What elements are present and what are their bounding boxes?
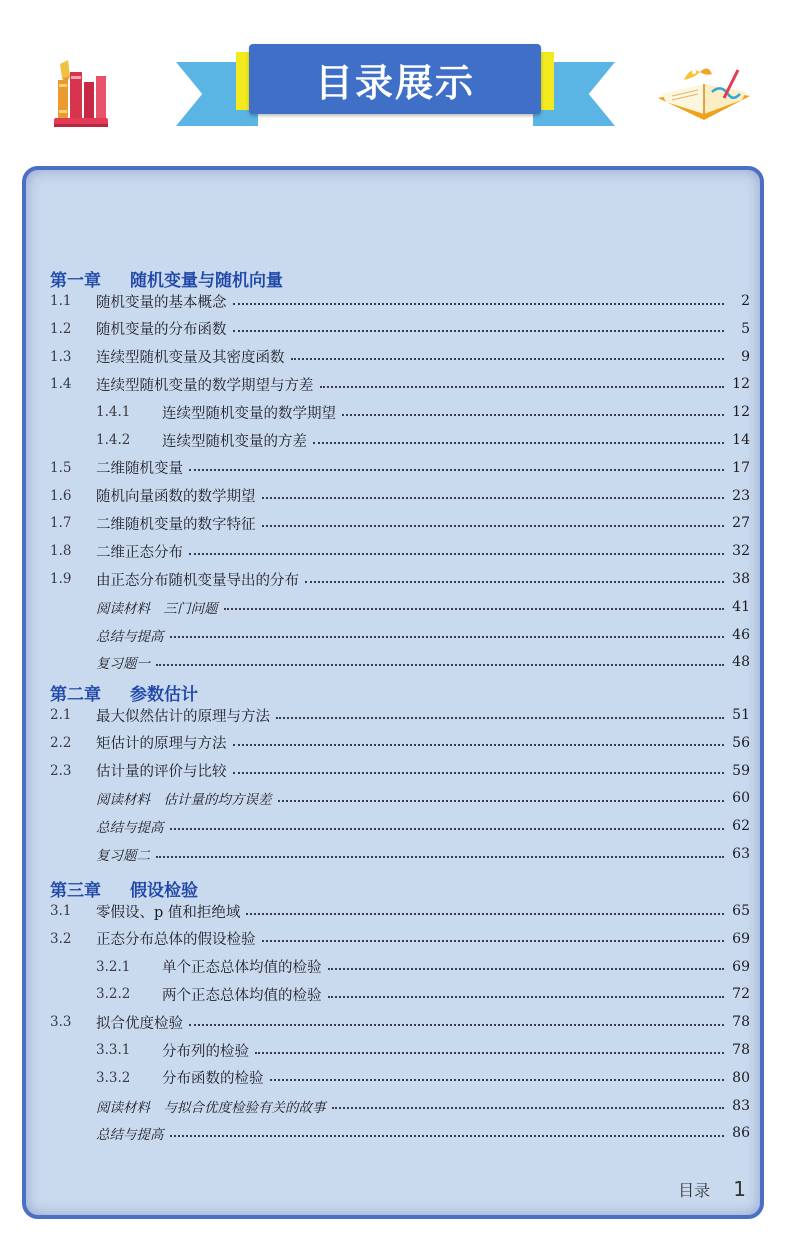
toc-entry[interactable] xyxy=(50,455,750,481)
entry-page-number: 80 xyxy=(732,1069,750,1086)
dot-leader xyxy=(189,468,724,471)
entry-title: 总结与提高 xyxy=(96,1127,164,1144)
chapter-title: 随机变量与随机向量 xyxy=(130,271,283,291)
entry-page-number: 12 xyxy=(732,404,750,421)
dot-leader xyxy=(328,967,725,970)
entry-title: 最大似然估计的原理与方法 xyxy=(96,708,270,725)
entry-number: 3.3 xyxy=(50,1014,72,1031)
entry-page-number: 62 xyxy=(732,818,750,835)
entry-number: 1.9 xyxy=(50,571,72,587)
toc-entry[interactable] xyxy=(50,316,750,342)
toc-entry[interactable] xyxy=(50,538,750,564)
entry-page-number: 9 xyxy=(741,348,750,365)
dot-leader xyxy=(255,1051,724,1054)
entry-number: 3.1 xyxy=(50,903,72,919)
entry-number: 3.3.2 xyxy=(96,1069,131,1086)
entry-page-number: 69 xyxy=(732,958,750,975)
dot-leader xyxy=(262,496,725,499)
entry-page-number: 83 xyxy=(732,1097,750,1114)
entry-page-number: 32 xyxy=(732,543,750,560)
entry-number: 1.8 xyxy=(50,543,72,560)
chapter-number: 第二章 xyxy=(50,685,101,705)
entry-title: 两个正态总体均值的检验 xyxy=(162,987,322,1004)
entry-number: 2.1 xyxy=(50,707,72,723)
entry-title: 分布函数的检验 xyxy=(162,1071,264,1088)
entry-page-number: 48 xyxy=(732,654,750,671)
entry-page-number: 5 xyxy=(741,320,750,337)
dot-leader xyxy=(156,855,724,858)
entry-title: 单个正态总体均值的检验 xyxy=(162,960,322,977)
entry-page-number: 14 xyxy=(732,432,750,448)
entry-number: 3.3.1 xyxy=(96,1042,131,1058)
dot-leader xyxy=(189,1023,724,1026)
chapter-title: 参数估计 xyxy=(130,685,198,705)
entry-page-number: 2 xyxy=(741,293,750,309)
dot-leader xyxy=(224,607,725,610)
toc-panel xyxy=(22,166,764,1219)
toc-entry[interactable] xyxy=(50,1009,750,1035)
entry-title: 拟合优度检验 xyxy=(96,1015,183,1032)
entry-title: 复习题一 xyxy=(96,656,150,673)
dot-leader xyxy=(170,1134,725,1137)
entry-title: 随机向量函数的数学期望 xyxy=(96,489,256,506)
entry-page-number: 59 xyxy=(732,762,750,779)
page-footer xyxy=(678,1177,746,1201)
open-book-icon xyxy=(654,58,754,128)
toc-entry[interactable] xyxy=(50,371,750,397)
table-of-contents xyxy=(26,170,760,1215)
toc-entry[interactable] xyxy=(50,344,750,370)
entry-number: 1.4.1 xyxy=(96,404,131,421)
entry-number: 1.5 xyxy=(50,459,72,476)
title-banner xyxy=(249,44,541,114)
entry-page-number: 12 xyxy=(732,376,750,393)
entry-number: 3.2.1 xyxy=(96,958,131,975)
entry-title: 矩估计的原理与方法 xyxy=(96,736,227,753)
toc-entry[interactable] xyxy=(50,510,750,536)
entry-title: 连续型随机变量的数学期望 xyxy=(162,405,336,422)
entry-title: 连续型随机变量的方差 xyxy=(162,433,307,450)
dot-leader xyxy=(332,1106,725,1109)
toc-entry[interactable] xyxy=(96,594,750,620)
entry-title: 阅读材料 估计量的均方误差 xyxy=(96,792,272,809)
entry-page-number: 72 xyxy=(732,986,750,1003)
dot-leader xyxy=(305,580,724,583)
entry-number: 2.2 xyxy=(50,734,72,751)
entry-page-number: 41 xyxy=(732,598,750,615)
page-title: 目录展示 xyxy=(314,60,475,105)
entry-title: 总结与提高 xyxy=(96,820,164,837)
dot-leader xyxy=(189,552,724,555)
entry-page-number: 46 xyxy=(732,626,750,643)
footer-page-number: 1 xyxy=(733,1177,746,1201)
entry-page-number: 17 xyxy=(732,459,750,476)
entry-page-number: 23 xyxy=(732,487,750,504)
entry-page-number: 78 xyxy=(732,1042,750,1058)
entry-page-number: 69 xyxy=(732,930,750,947)
entry-number: 3.2 xyxy=(50,930,72,947)
dot-leader xyxy=(246,912,724,915)
dot-leader xyxy=(233,329,725,332)
entry-number: 1.2 xyxy=(50,320,72,337)
footer-label: 目录 xyxy=(678,1181,711,1200)
toc-entry[interactable] xyxy=(50,702,750,728)
entry-title: 二维随机变量 xyxy=(96,461,183,478)
toc-entry[interactable] xyxy=(50,288,750,314)
entry-page-number: 78 xyxy=(732,1014,750,1031)
entry-number: 1.3 xyxy=(50,348,72,365)
entry-number: 3.2.2 xyxy=(96,986,131,1003)
toc-entry[interactable] xyxy=(96,1065,750,1091)
entry-page-number: 60 xyxy=(732,790,750,807)
entry-title: 随机变量的分布函数 xyxy=(96,322,227,339)
toc-entry[interactable] xyxy=(50,758,750,784)
header-banner xyxy=(0,0,790,150)
entry-title: 二维正态分布 xyxy=(96,544,183,561)
toc-entry[interactable] xyxy=(50,898,750,924)
entry-number: 2.3 xyxy=(50,762,72,779)
dot-leader xyxy=(156,663,724,666)
entry-title: 二维随机变量的数字特征 xyxy=(96,516,256,533)
dot-leader xyxy=(233,743,725,746)
dot-leader xyxy=(276,716,724,719)
chapter-number: 第一章 xyxy=(50,271,101,291)
toc-entry[interactable] xyxy=(96,981,750,1007)
dot-leader xyxy=(291,357,725,360)
entry-number: 1.4.2 xyxy=(96,432,131,448)
entry-page-number: 63 xyxy=(732,846,750,862)
entry-title: 分布列的检验 xyxy=(162,1043,249,1060)
toc-entry[interactable] xyxy=(96,427,750,453)
entry-title: 零假设、p 值和拒绝域 xyxy=(96,904,241,921)
dot-leader xyxy=(233,771,725,774)
toc-entry[interactable] xyxy=(96,954,750,980)
toc-entry[interactable] xyxy=(96,1120,750,1146)
toc-entry[interactable] xyxy=(96,841,750,867)
entry-title: 连续型随机变量及其密度函数 xyxy=(96,350,285,367)
books-icon xyxy=(50,58,112,130)
entry-title: 总结与提高 xyxy=(96,628,164,645)
dot-leader xyxy=(313,441,724,444)
entry-title: 阅读材料 与拟合优度检验有关的故事 xyxy=(96,1099,326,1116)
toc-entry[interactable] xyxy=(96,649,750,675)
entry-number: 1.7 xyxy=(50,515,72,532)
toc-entry[interactable] xyxy=(96,1093,750,1119)
toc-entry[interactable] xyxy=(96,813,750,839)
dot-leader xyxy=(233,302,725,305)
toc-entry[interactable] xyxy=(50,926,750,952)
toc-entry[interactable] xyxy=(96,785,750,811)
dot-leader xyxy=(270,1078,725,1081)
entry-title: 连续型随机变量的数学期望与方差 xyxy=(96,377,314,394)
toc-entry[interactable] xyxy=(96,622,750,648)
entry-title: 由正态分布随机变量导出的分布 xyxy=(96,572,299,589)
entry-number: 1.4 xyxy=(50,376,72,393)
entry-page-number: 56 xyxy=(732,734,750,751)
entry-title: 估计量的评价与比较 xyxy=(96,764,227,781)
dot-leader xyxy=(262,524,725,527)
dot-leader xyxy=(278,799,725,802)
toc-entry[interactable] xyxy=(96,1037,750,1063)
chapter-title: 假设检验 xyxy=(130,881,198,901)
entry-page-number: 38 xyxy=(732,571,750,587)
dot-leader xyxy=(328,995,725,998)
entry-page-number: 27 xyxy=(732,515,750,532)
toc-entry[interactable] xyxy=(50,483,750,509)
entry-title: 正态分布总体的假设检验 xyxy=(96,932,256,949)
entry-number: 1.6 xyxy=(50,487,72,504)
entry-title: 阅读材料 三门问题 xyxy=(96,600,218,617)
dot-leader xyxy=(170,635,725,638)
dot-leader xyxy=(342,413,724,416)
dot-leader xyxy=(320,385,725,388)
toc-entry[interactable] xyxy=(50,566,750,592)
entry-page-number: 86 xyxy=(732,1125,750,1142)
dot-leader xyxy=(170,827,725,830)
chapter-number: 第三章 xyxy=(50,881,101,901)
toc-entry[interactable] xyxy=(96,399,750,425)
toc-entry[interactable] xyxy=(50,730,750,756)
entry-page-number: 51 xyxy=(732,707,750,723)
dot-leader xyxy=(262,939,725,942)
entry-title: 随机变量的基本概念 xyxy=(96,294,227,311)
entry-number: 1.1 xyxy=(50,293,72,309)
entry-title: 复习题二 xyxy=(96,848,150,864)
entry-page-number: 65 xyxy=(732,903,750,919)
